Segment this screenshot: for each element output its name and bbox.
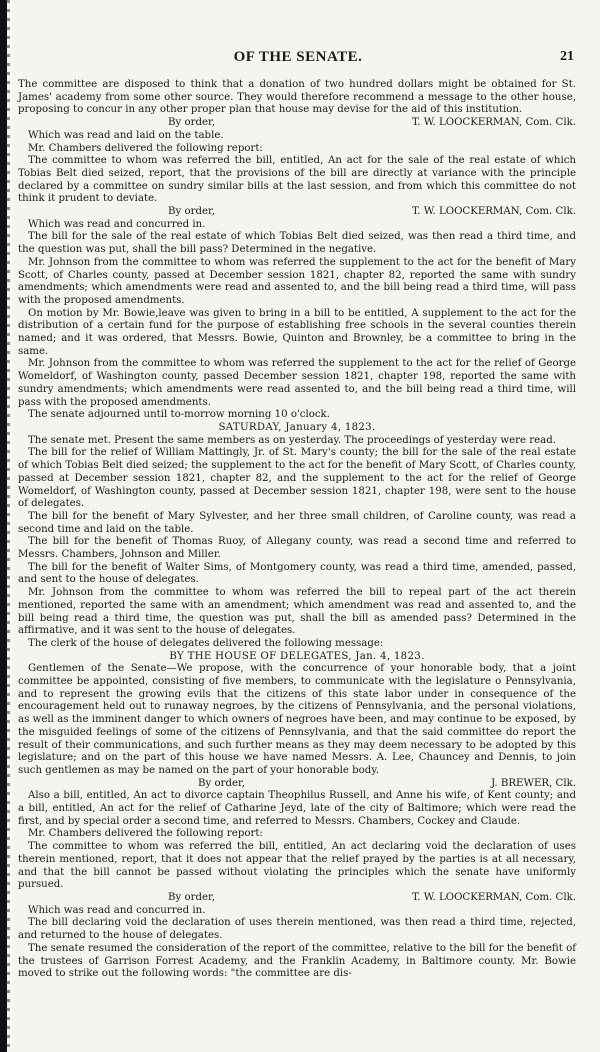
paragraph: The senate met. Present the same members as on yesterday. The proceedings of yesterday were read. — [28, 434, 556, 446]
paragraph: The bill for the relief of William Mattingly, Jr. of St. Mary's county; the bill for the sale of the real estate of which Tobias Belt died seized; the supplement to the act for the benefit of Mary Scott, of Charles county, passed at December session 1821, chapter 82, and the supplement to the act for the relief of George Womeldorf, of Washington county, passed at December session 1821, chapter 198, were sent to the house of delegates. — [18, 447, 576, 510]
page-title: OF THE SENATE. — [233, 49, 363, 65]
signature-by: By order, — [168, 117, 216, 129]
signature-by: By order, — [198, 777, 246, 789]
paragraph: Also a bill, entitled, An act to divorce captain Theophilus Russell, and Anne his wife, of Kent county; and a bill, entitled, An act for the relief of Catharine Jeyd, late of the city of Baltimore; which were read the first, and by special order a second time, and referred to Messrs. Chambers, Cockey and Claude. — [18, 790, 576, 827]
signature-line — [18, 117, 576, 130]
signature-line — [18, 892, 576, 905]
paragraph: Mr. Chambers delivered the following report: — [28, 828, 263, 840]
page-body — [18, 79, 576, 981]
signature-name: T. W. LOOCKERMAN, Com. Clk. — [412, 117, 576, 129]
page-header — [18, 49, 578, 69]
paragraph: Which was read and laid on the table. — [28, 129, 224, 141]
paragraph: The bill declaring void the declaration of uses therein mentioned, was then read a third time, rejected, and returned to the house of delegates. — [18, 917, 576, 942]
paragraph: Mr. Johnson from the committee to whom was referred the supplement to the act for the benefit of Mary Scott, of Charles county, passed at December session 1821, chapter 82, reported the same with sundry amendments; which amendments were read and assented to, and the bill being read a third time, will pass with the proposed amendments. — [18, 256, 576, 306]
paragraph: The senate adjourned until to-morrow morning 10 o'clock. — [28, 409, 330, 421]
paragraph: Mr. Johnson from the committee to whom was referred the bill to repeal part of the act therein mentioned, reported the same with an amendment; which amendment was read and assented to, and the bill being read a third time, the question was put, shall the bill as amended pass? Determined in the affirmative, and it was sent to the house of delegates. — [18, 587, 576, 637]
paragraph: The senate resumed the consideration of the report of the committee, relative to the bill for the benefit of the trustees of Garrison Forrest Academy, and the Franklin Academy, in Baltimore county. Mr. Bowie moved to strike out the following words: "the committee are dis- — [18, 942, 576, 980]
message-paragraph: Gentlemen of the Senate—We propose, with the concurrence of your honorable body, that a joint committee be appointed, consisting of five members, to communicate with the legislature o Pennsylvania, and to represent the growing evils that the citizens of this state labor under in consequence of the encouragement held out to runaway negroes, by the citizens of Pennsylvania, and the personal violations, as well as the imminent danger to which owners of negroes have been, and may continue to be exposed, by the misguided feelings of some of the citizens of Pennsylvania, and that the said committee do report the result of their communications, and such further means as they may deem necessary to be adopted by this legislature; and on the part of this house we have named Messrs. A. Lee, Chauncey and Dennis, to join such gentlemen as may be named on the part of your honorable body. — [18, 663, 576, 776]
signature-by: By order, — [168, 206, 216, 218]
paragraph: The clerk of the house of delegates delivered the following message: — [28, 637, 384, 649]
signature-by: By order, — [168, 892, 216, 903]
paragraph: Mr. Chambers delivered the following report: — [28, 142, 263, 154]
paragraph: The bill for the sale of the real estate of which Tobias Belt died seized, was then read a third time, and the question was put, shall the bill pass? Determined in the negative. — [18, 231, 576, 256]
binding-edge — [6, 0, 10, 1052]
paragraph: The bill for the benefit of Walter Sims, of Montgomery county, was read a third time, amended, passed, and sent to the house of delegates. — [18, 561, 576, 586]
paragraph: Mr. Johnson from the committee to whom was referred the supplement to the act for the relief of George Womeldorf, of Washington county, passed December session 1821, chapter 198, reported the same with sundry amendments; which amendments were read assented to, and the bill being read a third time, will pass with the proposed amendments. — [18, 358, 576, 408]
paragraph: On motion by Mr. Bowie,leave was given to bring in a bill to be entitled, A supplement to the act for the distribution of a certain fund for the purpose of establishing free schools in the several counties therein named; and it was ordered, that Messrs. Bowie, Quinton and Brownley, be a committee to bring in the same. — [18, 307, 576, 357]
signature-line — [18, 206, 576, 219]
signature-name: J. BREWER, Clk. — [491, 777, 576, 789]
signature-name: T. W. LOOCKERMAN, Com. Clk. — [412, 206, 576, 218]
signature-name: T. W. LOOCKERMAN, Com. Clk. — [412, 892, 576, 903]
paragraph: The committee are disposed to think that a donation of two hundred dollars might be obtained for St. James' academy from some other source. They would therefore recommend a message to the other house, proposing to concur in any other proper plan that house may devise for the aid of this institution. — [18, 79, 576, 116]
paragraph: Which was read and concurred in. — [28, 904, 206, 916]
paragraph: The bill for the benefit of Thomas Ruoy, of Allegany county, was read a second time and referred to Messrs. Chambers, Johnson and Miller. — [18, 536, 576, 561]
paragraph: The committee to whom was referred the bill, entitled, An act for the sale of the real estate of which Tobias Belt died seized, report, that the provisions of the bill are directly at variance with the principle declared by a committee on sundry similar bills at the last session, and from which this committee do not think it prudent to deviate. — [18, 155, 576, 205]
paragraph: The bill for the benefit of Mary Sylvester, and her three small children, of Caroline county, was read a second time and laid on the table. — [18, 510, 576, 535]
house-heading: BY THE HOUSE OF DELEGATES, Jan. 4, 1823. — [169, 650, 425, 662]
paragraph: The committee to whom was referred the bill, entitled, An act declaring void the declaration of uses therein mentioned, report, that it does not appear that the relief prayed by the parties is at all necessary, and that the bill cannot be passed without violating the principles which the senate have uniformly pursued. — [18, 841, 576, 891]
signature-line — [18, 778, 576, 791]
date-heading: SATURDAY, January 4, 1823. — [218, 421, 376, 433]
paragraph: Which was read and concurred in. — [28, 218, 206, 230]
page-number: 21 — [560, 49, 574, 64]
